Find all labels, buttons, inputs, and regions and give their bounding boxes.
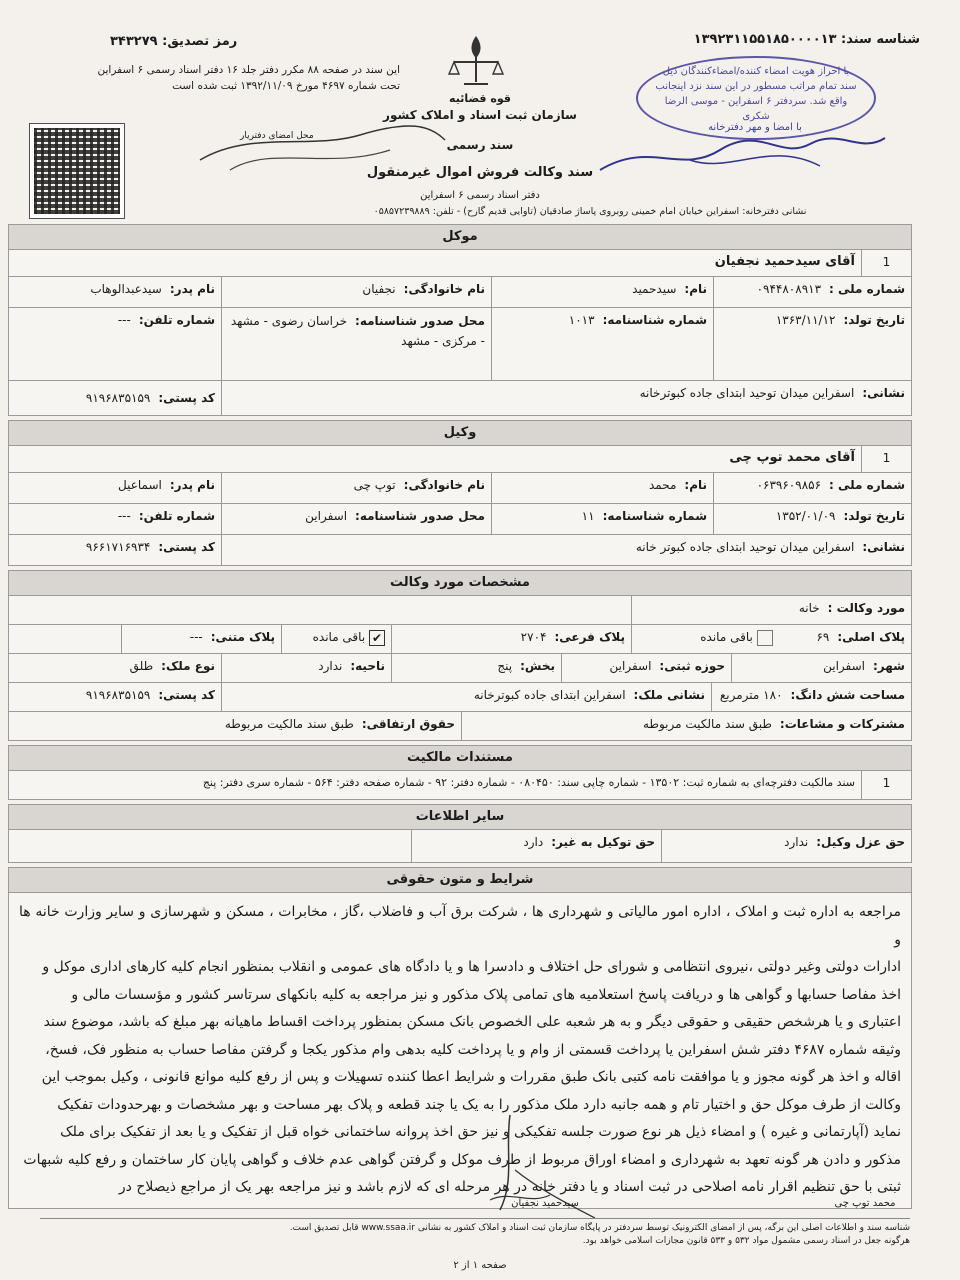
shared-label: مشترکات و مشاعات: — [779, 717, 905, 731]
agent-signer-name: محمد توپ چی — [834, 1198, 896, 1209]
principal-postal: ۹۱۹۶۸۳۵۱۵۹ — [85, 391, 151, 405]
principal-row-3 — [8, 381, 912, 416]
terms-line: ادارات دولتی وغیر دولتی ،نیروی انتظامی و شورای حل اختلاف و دادسرا ها و یا دادگاه های عمومی و انقلاب بمنظور انجام کلیه کارهای اداری موکل و — [42, 959, 901, 975]
delegate-right: دارد — [523, 835, 544, 849]
doc-id-value: ۱۳۹۲۳۱۱۵۵۱۸۵۰۰۰۰۱۳ — [693, 32, 837, 47]
delegate-right-label: حق توکیل به غیر: — [551, 835, 655, 849]
footer-note-2: هرگونه جعل در اسناد رسمی مشمول مواد ۵۳۲ و ۵۳۳ قانون مجازات اسلامی خواهد بود. — [582, 1236, 910, 1246]
agent-row-3 — [8, 535, 912, 566]
principal-name-row — [8, 250, 912, 277]
principal-index: 1 — [861, 250, 911, 276]
doc-id — [600, 32, 920, 47]
agent-first-name-label: نام: — [684, 478, 707, 492]
reg-zone: اسفراین — [609, 659, 652, 673]
subject-row-2 — [8, 654, 912, 683]
agent-phone-label: شماره تلفن: — [138, 509, 215, 523]
subject-label: مورد وکالت : — [827, 601, 905, 615]
main-plot-remaining-label: باقی مانده — [700, 630, 753, 644]
terms-line: وثیقه شماره ۴۶۸۷ دفتر شش اسفراین یا پرداخت قسمتی از وام و یا پرداخت کلیه بدهی وام مذکور یکجا و گرفتن مفاصا حساب به منظور فک، فسخ، — [45, 1041, 901, 1058]
principal-issue: خراسان رضوی - مشهد - مرکزی - مشهد — [230, 314, 485, 348]
other-info-title: سایر اطلاعات — [8, 804, 912, 830]
text-plot-label: پلاک متنی: — [210, 630, 275, 644]
shared: طبق سند مالکیت مربوطه — [642, 717, 772, 731]
principal-row-1 — [8, 277, 912, 308]
principal-last-name: نجفیان — [362, 282, 396, 296]
principal-first-name-label: نام: — [684, 282, 707, 296]
terms-line: اقاله و اخذ هر گونه مجوز و یا موافقت نامه کتبی بانک طبق مقررات و شرایط اعطا کننده تسهیلات و پس از رفع کلیه موانع قانونی ، وکیل بموجب این — [41, 1069, 901, 1085]
agent-row-1 — [8, 473, 912, 504]
terms-line: نماید (آپارتمانی و غیره ) و امضاء ذیل هر نوع صورت جلسه تفکیکی و نیز حق اخذ پروانه ساختمانی خواه قبل از تفکیک و یا بعد از تفکیک برای ملک — [60, 1124, 901, 1140]
area: ندارد — [318, 659, 343, 673]
main-plot-label: پلاک اصلی: — [837, 630, 905, 644]
principal-name: آقای سیدحمید نجفیان — [714, 254, 855, 269]
register-note — [40, 62, 400, 94]
property-postal-label: کد پستی: — [158, 688, 215, 702]
ownership-type-label: نوع ملک: — [161, 659, 215, 673]
ownership-docs-row — [8, 771, 912, 800]
principal-first-name: سیدحمید — [632, 282, 677, 296]
agent-cert: ۱۱ — [581, 509, 595, 523]
agent-name: آقای محمد توپ چی — [729, 450, 855, 465]
principal-address: اسفراین میدان توحید ابتدای جاده کبوترخانه — [639, 386, 855, 400]
principal-last-name-label: نام خانوادگی: — [403, 282, 485, 296]
judiciary-label: قوه قضائیه — [449, 92, 511, 105]
agent-postal-label: کد پستی: — [158, 540, 215, 554]
easement-label: حقوق ارتفاقی: — [361, 717, 455, 731]
qr-code — [30, 124, 124, 218]
agent-last-name-label: نام خانوادگی: — [403, 478, 485, 492]
terms-line: مراجعه به اداره ثبت و املاک ، اداره امور مالیاتی و شهرداری ها ، شرکت برق آب و فاضلاب ،گاز ، مخابرات ، مسکن و شهرسازی و سایر وزارت خانه ها و — [19, 904, 901, 948]
ownership-docs-index: 1 — [861, 771, 911, 799]
principal-phone-label: شماره تلفن: — [138, 313, 215, 327]
agent-father-label: نام پدر: — [169, 478, 215, 492]
easement: طبق سند مالکیت مربوطه — [224, 717, 354, 731]
agent-postal: ۹۶۶۱۷۱۶۹۳۴ — [85, 540, 151, 554]
emblem-icon — [446, 30, 506, 90]
city-label: شهر: — [873, 659, 905, 673]
terms-line: اخذ مفاصا حسابها و گواهی ها و دریافت پاسخ استعلامیه های تمامی پلاک مذکور و نیز مراجعه به کلیه بانکهای سرتاسر کشور و مؤسسات مالی و — [71, 986, 901, 1003]
notary-signature — [590, 130, 890, 182]
principal-issue-label: محل صدور شناسنامه: — [355, 314, 485, 328]
verify-code-label: رمز تصدیق: — [162, 34, 238, 49]
agent-index: 1 — [861, 446, 911, 472]
agent-section-title: وکیل — [8, 420, 912, 446]
principal-row-2 — [8, 308, 912, 381]
page-number: صفحه ۱ از ۲ — [453, 1260, 507, 1271]
agent-address-label: نشانی: — [862, 540, 905, 554]
org-label: سازمان ثبت اسناد و املاک کشور — [383, 108, 577, 122]
main-plot: ۶۹ — [816, 630, 830, 644]
terms-line: وکالت از طرف موکل حق و اختیار تام و همه جانبه دارد ملک مذکور را به یک یا چند قطعه و پلاک بهر مساحت و بهر مشخصات و بهرحدودات تفکیک — [57, 1096, 901, 1113]
size: ۱۸۰ مترمربع — [719, 688, 783, 702]
footer-notes — [40, 1218, 910, 1248]
sub-plot: ۲۷۰۴ — [520, 630, 547, 644]
doc-type-title: سند وکالت فروش اموال غیرمنقول — [366, 165, 594, 180]
agent-birth-label: تاریخ تولد: — [843, 509, 905, 523]
text-plot: --- — [189, 630, 203, 644]
terms-line: ثبتی با حق تنظیم اقرار نامه اصلاحی در ثبت اسناد و یا دفتر خانه در هر مرحله ای که لازم باشد و نیز مراجعه بهر یک از مراجع ذیصلاح در — [118, 1179, 901, 1195]
terms-line: اعتباری و یا هرشخص حقیقی و حقوقی دیگر و به هر شعبه علی الخصوص بانک مسکن بمنظور پرداخت اقساط ماهیانه بهر مبلغ که باشد، موضوع سند — [43, 1014, 901, 1030]
subject-value: خانه — [798, 601, 820, 615]
agent-father: اسماعیل — [118, 478, 162, 492]
principal-father: سیدعبدالوهاب — [90, 282, 162, 296]
ownership-docs-title: مستندات مالکیت — [8, 745, 912, 771]
notary-address: نشانی دفترخانه: اسفراین خیابان امام خمینی روبروی پاساژ صادقیان (تاوایی قدیم گارح) - تلفن: ۰۵۸۵۷۲۳۹۸۸۹ — [373, 206, 807, 217]
terms-line: مذکور و دادن هر گونه تعهد به شهرداری و امضاء اوراق مربوط از طرف موکل و گرفتن گواهی عدم خلاف و گواهی پایان کار ساختمان و رفع کلیه شبهات — [23, 1151, 901, 1168]
section: پنج — [497, 659, 513, 673]
principal-section-title: موکل — [8, 224, 912, 250]
sub-plot-remaining-checkbox[interactable]: ✔ — [369, 630, 385, 646]
register-note-2: تحت شماره ۴۶۹۷ مورخ ۱۳۹۲/۱۱/۰۹ ثبت شده است — [172, 80, 400, 92]
subject-row-0 — [8, 596, 912, 625]
subject-row-1 — [8, 625, 912, 654]
reg-zone-label: حوزه ثبتی: — [659, 659, 725, 673]
officer-signature-label: محل امضای دفتریار — [240, 131, 314, 141]
size-label: مساحت شش دانگ: — [790, 688, 905, 702]
document-body — [8, 224, 912, 1209]
property-postal: ۹۱۹۶۸۳۵۱۵۹ — [85, 688, 151, 702]
principal-birth-label: تاریخ تولد: — [843, 313, 905, 327]
agent-birth: ۱۳۵۲/۰۱/۰۹ — [775, 509, 836, 523]
area-label: ناحیه: — [350, 659, 385, 673]
terms-title: شرایط و متون حقوقی — [8, 867, 912, 893]
subject-section-title: مشخصات مورد وکالت — [8, 570, 912, 596]
signature-caption: با امضا و مهر دفترخانه — [708, 122, 802, 133]
ownership-docs-text: سند مالکیت دفترچه‌ای به شماره ثبت: ۱۳۵۰۲ - شماره چاپی سند: ۰۸۰۴۵۰ - شماره دفتر: ۹۲ - شماره صفحه دفتر: ۵۶۴ - شماره سری دفتر: پنج — [202, 776, 855, 789]
principal-cert: ۱۰۱۳ — [568, 313, 595, 327]
principal-national-id-label: شماره ملی : — [829, 282, 905, 296]
verify-code-value: ۳۴۳۲۷۹ — [110, 34, 158, 49]
principal-cert-label: شماره شناسنامه: — [602, 313, 707, 327]
principal-address-label: نشانی: — [862, 386, 905, 400]
ownership-type: طلق — [129, 659, 154, 673]
agent-name-row — [8, 446, 912, 473]
section-label: بخش: — [520, 659, 555, 673]
property-address-label: نشانی ملک: — [633, 688, 705, 702]
notary-stamp: با احراز هویت امضاء کننده/امضاءکنندگان ذیل سند تمام مراتب مسطور در این سند نزد اینجانب واقع شد. سردفتر ۶ اسفراین - موسی الرضا شکری — [636, 56, 876, 140]
principal-national-id: ۰۹۴۴۸۰۸۹۱۳ — [756, 282, 822, 296]
agent-first-name: محمد — [648, 478, 677, 492]
agent-issue: اسفراین — [305, 509, 348, 523]
agent-address: اسفراین میدان توحید ابتدای جاده کبوتر خانه — [635, 540, 855, 554]
notary-name: دفتر اسناد رسمی ۶ اسفراین — [420, 190, 540, 201]
principal-birth: ۱۳۶۳/۱۱/۱۲ — [775, 313, 836, 327]
dismiss-right: ندارد — [784, 835, 809, 849]
verify-code — [110, 34, 237, 50]
property-address: اسفراین ابتدای جاده کبوترخانه — [473, 688, 626, 702]
principal-signer-name: سیدحمید نجفیان — [511, 1198, 579, 1209]
register-note-1: این سند در صفحه ۸۸ مکرر دفتر جلد ۱۶ دفتر اسناد رسمی ۶ اسفراین — [97, 64, 400, 76]
agent-cert-label: شماره شناسنامه: — [602, 509, 707, 523]
principal-postal-label: کد پستی: — [158, 391, 215, 405]
principal-phone: --- — [117, 313, 131, 327]
agent-row-2 — [8, 504, 912, 535]
principal-father-label: نام پدر: — [169, 282, 215, 296]
agent-national-id: ۰۶۳۹۶۰۹۸۵۶ — [756, 478, 822, 492]
city: اسفراین — [823, 659, 865, 673]
main-plot-remaining-checkbox[interactable] — [757, 630, 773, 646]
sub-plot-remaining-label: باقی مانده — [312, 630, 366, 644]
subject-row-4 — [8, 712, 912, 741]
subject-row-3 — [8, 683, 912, 712]
agent-national-id-label: شماره ملی : — [829, 478, 905, 492]
agent-issue-label: محل صدور شناسنامه: — [355, 509, 485, 523]
agent-last-name: توپ چی — [353, 478, 396, 492]
footer-note-1: شناسه سند و اطلاعات اصلی این برگه، پس از امضای الکترونیک توسط سردفتر در پایگاه سازمان ثبت اسناد و املاک کشور به نشانی www.ssaa.ir قابل تصدیق است. — [289, 1223, 910, 1233]
other-info-row — [8, 830, 912, 863]
doc-id-label: شناسه سند: — [841, 32, 920, 47]
agent-phone: --- — [117, 509, 131, 523]
dismiss-right-label: حق عزل وکیل: — [816, 835, 905, 849]
sub-plot-label: پلاک فرعی: — [554, 630, 625, 644]
official-doc-label: سند رسمی — [446, 138, 514, 152]
